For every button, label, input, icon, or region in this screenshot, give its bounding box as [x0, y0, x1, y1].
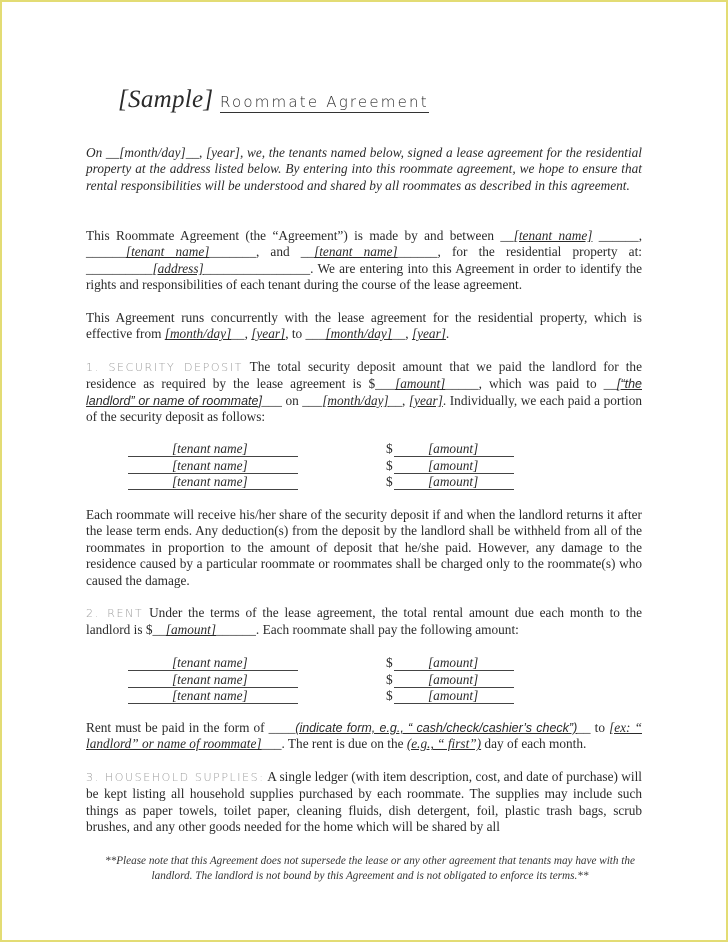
tenant-name-cell: [tenant name]: [128, 655, 298, 671]
table-row: [128, 474, 528, 491]
dollar-sign: $: [386, 671, 393, 687]
deposit-return-paragraph: Each roommate will receive his/her share of the security deposit if and when the landlord returns it after the lease term ends. Any deduction(s) from the deposit by the landlord shall be withheld from all of the roommates in proportion to the amount of deposit that he/she paid. However, any damage to the residence caused by a particular roommate or roommates shall be charged only to the roommate(s) who caused the damage.: [86, 507, 642, 588]
section-heading-security-deposit: 1. SECURITY DEPOSIT: [86, 361, 243, 374]
household-supplies-paragraph: 3. HOUSEHOLD SUPPLIES: A single ledger (with item description, cost, and date of purchase) will be kept listing all household supplies purchased by each roommate. The supplies may include such things as paper towels, toilet paper, cleaning fluids, dish detergent, foil, plastic trash bags, scrub brushes, and any other goods needed for the home which will be shared by all: [86, 769, 642, 835]
title-main: Roommate Agreement: [220, 93, 429, 111]
due-day-field: (e.g., “ first”): [406, 736, 482, 752]
amount-field: [amount]: [165, 622, 217, 638]
rent-table: [128, 655, 528, 705]
table-row: [128, 441, 528, 458]
term-paragraph: This Agreement runs concurrently with the lease agreement for the residential property, which is effective from [month/day]__, [year], to ___[month/day]__, [year].: [86, 310, 642, 342]
table-row: [128, 672, 528, 689]
year-field: [year]: [408, 392, 443, 408]
tenant-name-field: [tenant name]: [125, 244, 210, 260]
tenant-name-cell: [tenant name]: [128, 441, 298, 457]
tenant-name-field: [tenant name]: [513, 228, 593, 243]
table-row: [128, 655, 528, 672]
amount-field: [amount]: [395, 376, 446, 392]
tenant-name-cell: [tenant name]: [128, 474, 298, 490]
deposit-table: [128, 441, 528, 491]
amount-cell: [amount]: [394, 474, 514, 490]
title-sample: [Sample]: [118, 86, 214, 113]
section-heading-household-supplies: 3. HOUSEHOLD SUPPLIES:: [86, 771, 265, 784]
amount-cell: [amount]: [394, 688, 514, 704]
tenant-name-cell: [tenant name]: [128, 672, 298, 688]
dollar-sign: $: [386, 688, 393, 703]
month-day-field: [month/day]: [325, 326, 392, 342]
year-field: [year]: [251, 326, 286, 342]
tenant-name-field: [tenant name]: [314, 244, 398, 260]
section-heading-rent: 2. RENT: [86, 607, 144, 620]
tenant-name-cell: [tenant name]: [128, 458, 298, 474]
tenant-name-cell: [tenant name]: [128, 688, 298, 704]
year-field: [year]: [411, 326, 446, 342]
month-day-field: [month/day]: [164, 326, 232, 342]
amount-cell: [amount]: [394, 672, 514, 688]
agreement-parties-paragraph: This Roommate Agreement (the “Agreement”) is made by and between __[tenant name] ______, ______[tenant name]_______, and __[tenant name]______, for the residential property at: __________[address]________________. We are entering into this Agreement in order to identify the rights and responsibilities of each tenant during the course of the lease agreement.: [86, 228, 643, 293]
footnote: **Please note that this Agreement does not supersede the lease or any other agreement that tenants may have with the landlord. The landlord is not bound by this Agreement and is not obligated to enforce its terms.**: [105, 855, 635, 882]
dollar-sign: $: [386, 441, 393, 456]
rent-paragraph: 2. RENT Under the terms of the lease agreement, the total rental amount due each month to the landlord is $__[amount]______. Each roommate shall pay the following amount:: [86, 605, 643, 638]
address-field: [address]: [152, 260, 204, 276]
table-row: [128, 688, 528, 705]
dollar-sign: $: [386, 457, 393, 473]
dollar-sign: $: [386, 655, 393, 670]
month-day-field: [month/day]: [322, 392, 389, 408]
amount-cell: [amount]: [394, 458, 514, 474]
amount-cell: [amount]: [394, 655, 514, 671]
dollar-sign: $: [386, 474, 393, 489]
intro-paragraph: On __[month/day]__, [year], we, the tenants named below, signed a lease agreement for the residential property at the address listed below. By entering into this roommate agreement, we hope to ensure that rental responsibilities will be understood and shared by all roommates as described in this agreement.: [86, 145, 642, 193]
table-row: [128, 458, 528, 475]
payee-field: [ex: “ landlord” or name of roommate]: [86, 720, 642, 752]
security-deposit-paragraph: 1. SECURITY DEPOSIT The total security deposit amount that we paid the landlord for the residence as required by the lease agreement is $___[amount]_____, which was paid to __[“the landlord” or name of roommate]___ on ___[month/day]__, [year]. Individually, we each paid a portion of the security deposit as follows:: [86, 359, 642, 425]
payment-form-field: (indicate form, e.g., “ cash/check/cashier’s check”): [295, 721, 578, 735]
rent-payment-paragraph: Rent must be paid in the form of ____(indicate form, e.g., “ cash/check/cashier’s check”)__ to [ex: “ landlord” or name of roommate]___. The rent is due on the (e.g., “ first”) day of each month.: [86, 720, 642, 752]
amount-cell: [amount]: [394, 441, 514, 457]
document-title: [118, 86, 429, 114]
landlord-name-field: [“the landlord” or name of roommate]: [86, 377, 642, 408]
